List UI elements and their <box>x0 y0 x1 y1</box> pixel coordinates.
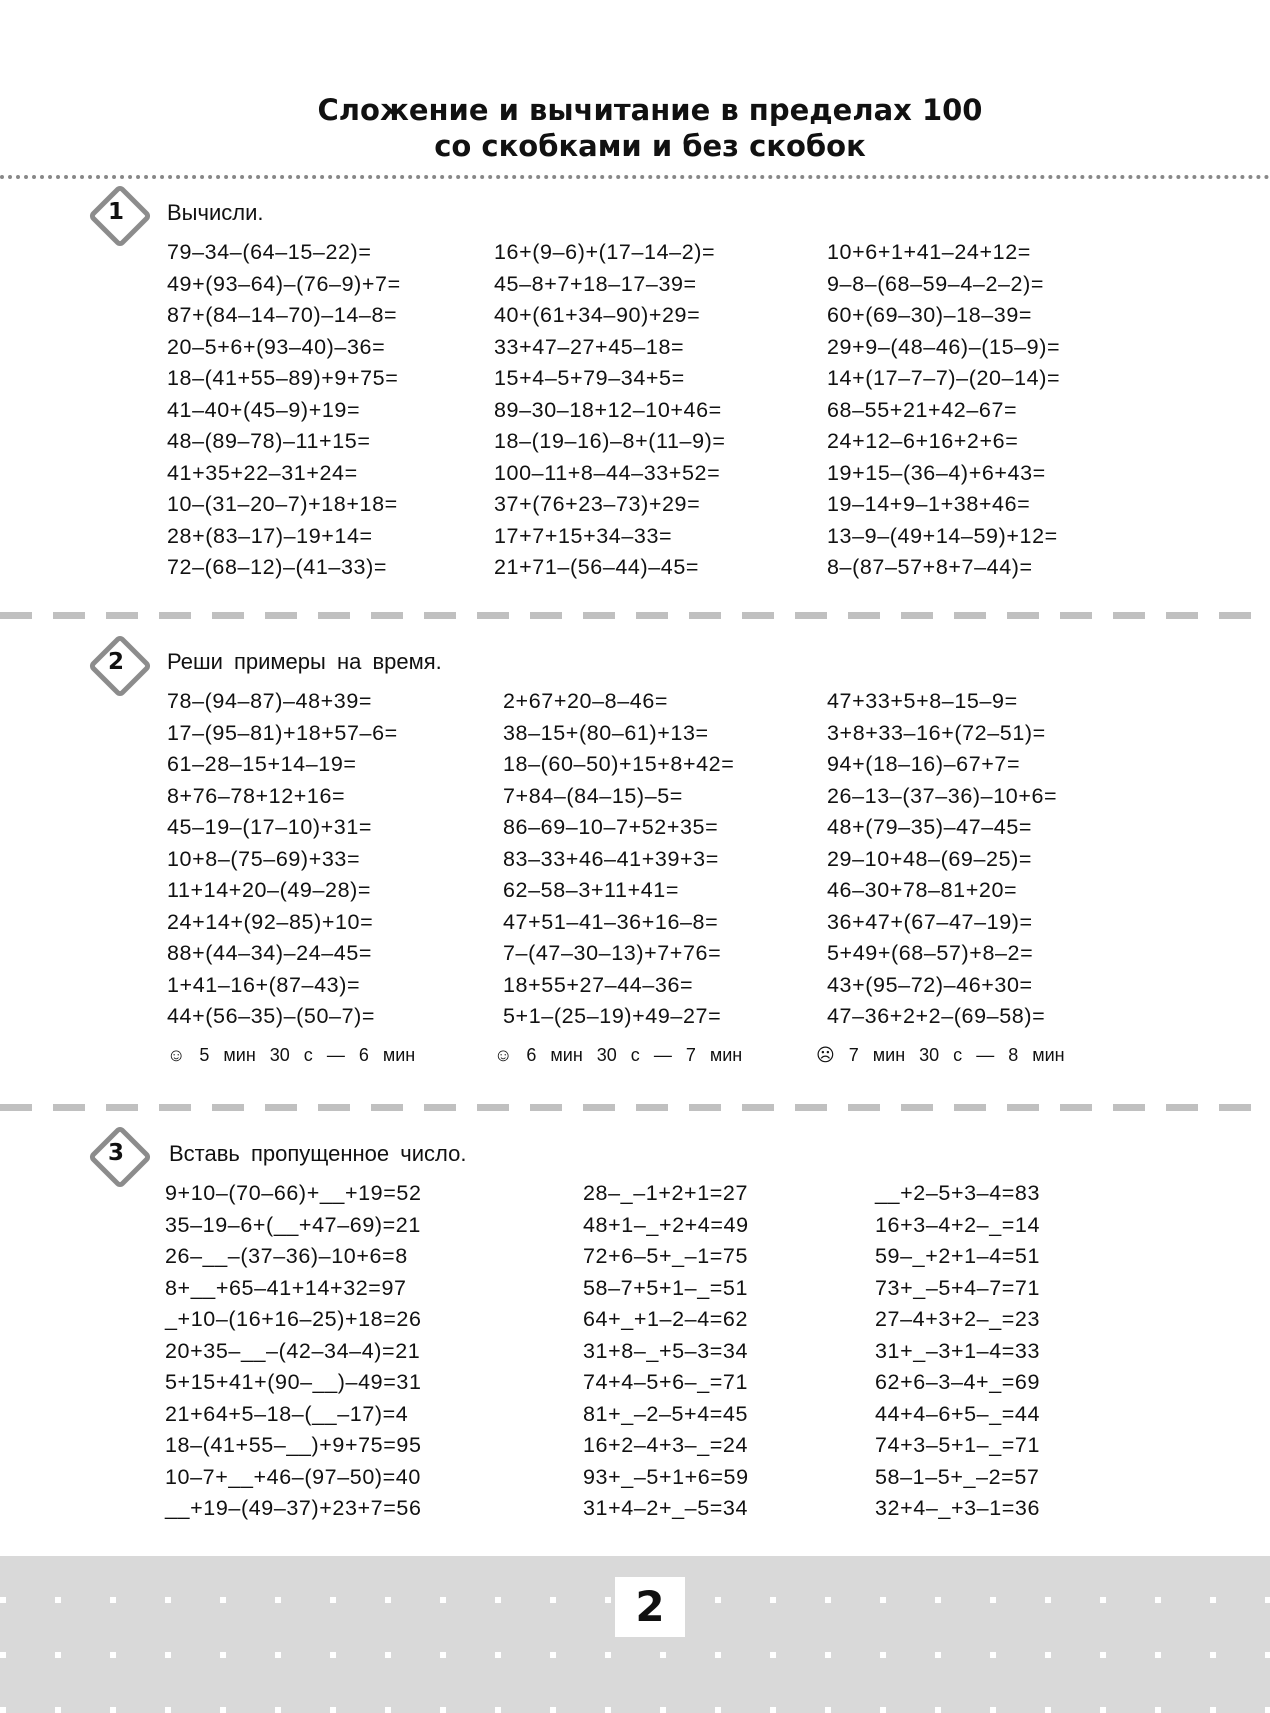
example: 18+55+27–44–36= <box>503 972 694 997</box>
example: 38–15+(80–61)+13= <box>503 720 709 745</box>
time-text: 6 мин 30 с — 7 мин <box>526 1045 743 1065</box>
example: 8–(87–57+8+7–44)= <box>827 555 1033 579</box>
example: 11+14+20–(49–28)= <box>167 878 372 902</box>
example: 8+__+65–41+14+32=97 <box>165 1275 407 1300</box>
time-limit <box>816 1045 1065 1066</box>
task-number-badge: 3 <box>90 1127 142 1179</box>
example-column-3 <box>827 237 1060 584</box>
example: 29+9–(48–46)–(15–9)= <box>827 334 1061 359</box>
example: 1+41–16+(87–43)= <box>167 972 361 997</box>
example: 10–7+__+46–(97–50)=40 <box>165 1464 421 1489</box>
example: 64+_+1–2–4=62 <box>583 1307 749 1331</box>
example: 74+3–5+1–_=71 <box>875 1433 1041 1457</box>
example: 20+35–__–(42–34–4)=21 <box>165 1338 421 1363</box>
example: 27–4+3+2–_=23 <box>875 1307 1041 1331</box>
example: 2+67+20–8–46= <box>503 689 669 713</box>
example: 17–(95–81)+18+57–6= <box>167 720 398 745</box>
example: 33+47–27+45–18= <box>494 334 685 359</box>
example: 24+12–6+16+2+6= <box>827 429 1019 453</box>
example: 86–69–10–7+52+35= <box>503 815 719 839</box>
example: 60+(69–30)–18–39= <box>827 303 1033 327</box>
page-title <box>0 92 1270 164</box>
example: 58–7+5+1–_=51 <box>583 1275 749 1300</box>
example: 14+(17–7–7)–(20–14)= <box>827 366 1061 390</box>
example: 28–_–1+2+1=27 <box>583 1181 749 1205</box>
example: 24+14+(92–85)+10= <box>167 909 374 934</box>
example: 73+_–5+4–7=71 <box>875 1275 1041 1300</box>
example: _+10–(16+16–25)+18=26 <box>165 1307 422 1331</box>
example: 43+(95–72)–46+30= <box>827 972 1033 997</box>
example: 40+(61+34–90)+29= <box>494 303 701 327</box>
example: 48+1–_+2+4=49 <box>583 1212 749 1237</box>
example: 26–13–(37–36)–10+6= <box>827 783 1058 808</box>
example: 45–19–(17–10)+31= <box>167 815 373 839</box>
example: 68–55+21+42–67= <box>827 397 1018 422</box>
example: 49+(93–64)–(76–9)+7= <box>167 271 401 296</box>
example: 31+8–_+5–3=34 <box>583 1338 749 1363</box>
example: 5+15+41+(90–__)–49=31 <box>165 1370 422 1394</box>
example: 17+7+15+34–33= <box>494 523 673 548</box>
example: 28+(83–17)–19+14= <box>167 523 373 548</box>
task-number-badge: 1 <box>90 186 142 238</box>
example: 20–5+6+(93–40)–36= <box>167 334 386 359</box>
task-instruction: Вставь пропущенное число. <box>169 1141 467 1166</box>
example: 61–28–15+14–19= <box>167 752 357 776</box>
sad-face-icon: ☹ <box>816 1045 835 1065</box>
example: 16+3–4+2–_=14 <box>875 1212 1041 1237</box>
example: 29–10+48–(69–25)= <box>827 846 1033 871</box>
example: 94+(18–16)–67+7= <box>827 752 1021 776</box>
example: 10–(31–20–7)+18+18= <box>167 492 398 516</box>
example: 18–(41+55–89)+9+75= <box>167 366 399 390</box>
example: 9+10–(70–66)+__+19=52 <box>165 1181 422 1205</box>
dotted-divider <box>0 175 1270 179</box>
example: 47+33+5+8–15–9= <box>827 689 1018 713</box>
example: 7–(47–30–13)+7+76= <box>503 941 722 965</box>
title-line-1: Сложение и вычитание в пределах 100 <box>317 93 983 127</box>
example: 32+4–_+3–1=36 <box>875 1496 1041 1520</box>
example: 62–58–3+11+41= <box>503 878 680 902</box>
example: 83–33+46–41+39+3= <box>503 846 719 871</box>
example: __+19–(49–37)+23+7=56 <box>165 1496 422 1520</box>
example-column-1 <box>167 237 401 584</box>
time-limit <box>167 1045 415 1066</box>
example: 16+(9–6)+(17–14–2)= <box>494 240 716 264</box>
example: 7+84–(84–15)–5= <box>503 783 683 808</box>
example: 46–30+78–81+20= <box>827 878 1018 902</box>
example: 8+76–78+12+16= <box>167 783 346 808</box>
time-text: 5 мин 30 с — 6 мин <box>199 1045 416 1065</box>
example: 5+1–(25–19)+49–27= <box>503 1004 722 1028</box>
example-column-1 <box>165 1178 422 1525</box>
example: 9–8–(68–59–4–2–2)= <box>827 271 1045 296</box>
task-instruction: Реши примеры на время. <box>167 649 442 674</box>
example: 15+4–5+79–34+5= <box>494 366 685 390</box>
title-line-2: со скобками и без скобок <box>434 129 866 163</box>
page-number: 2 <box>615 1577 685 1637</box>
smile-icon: ☺ <box>494 1045 513 1065</box>
example: 44+4–6+5–_=44 <box>875 1401 1041 1426</box>
example: 44+(56–35)–(50–7)= <box>167 1004 376 1028</box>
task-number-badge: 2 <box>90 636 142 688</box>
example: 36+47+(67–47–19)= <box>827 909 1033 934</box>
dashed-divider <box>0 1104 1270 1111</box>
example: 62+6–3–4+_=69 <box>875 1370 1041 1394</box>
example: 10+6+1+41–24+12= <box>827 240 1031 264</box>
time-text: 7 мин 30 с — 8 мин <box>848 1045 1065 1065</box>
example: 16+2–4+3–_=24 <box>583 1433 749 1457</box>
example: 31+4–2+_–5=34 <box>583 1496 749 1520</box>
example-column-3 <box>875 1178 1040 1525</box>
example: 47–36+2+2–(69–58)= <box>827 1004 1046 1028</box>
example: 47+51–41–36+16–8= <box>503 909 719 934</box>
example: 37+(76+23–73)+29= <box>494 492 701 516</box>
example: 31+_–3+1–4=33 <box>875 1338 1041 1363</box>
example: 81+_–2–5+4=45 <box>583 1401 749 1426</box>
time-limit <box>494 1045 742 1066</box>
example: 93+_–5+1+6=59 <box>583 1464 749 1489</box>
example: 59–_+2+1–4=51 <box>875 1244 1041 1268</box>
example: 58–1–5+_–2=57 <box>875 1464 1040 1489</box>
example: 19+15–(36–4)+6+43= <box>827 460 1046 485</box>
example: 18–(41+55–__)+9+75=95 <box>165 1433 422 1457</box>
example: 13–9–(49+14–59)+12= <box>827 523 1058 548</box>
example: 48+(79–35)–47–45= <box>827 815 1033 839</box>
smile-icon: ☺ <box>167 1045 186 1065</box>
example-column-3 <box>827 686 1057 1033</box>
example: 78–(94–87)–48+39= <box>167 689 373 713</box>
example: 48–(89–78)–11+15= <box>167 429 371 453</box>
example: 35–19–6+(__+47–69)=21 <box>165 1212 421 1237</box>
dashed-divider <box>0 612 1270 619</box>
example-column-2 <box>583 1178 749 1525</box>
example: 100–11+8–44–33+52= <box>494 460 721 485</box>
example: 18–(60–50)+15+8+42= <box>503 752 735 776</box>
example: 26–__–(37–36)–10+6=8 <box>165 1244 408 1268</box>
example: 3+8+33–16+(72–51)= <box>827 720 1046 745</box>
example: 45–8+7+18–17–39= <box>494 271 697 296</box>
example: 10+8–(75–69)+33= <box>167 846 361 871</box>
example-column-2 <box>503 686 734 1033</box>
example: 41–40+(45–9)+19= <box>167 397 361 422</box>
example: __+2–5+3–4=83 <box>875 1181 1041 1205</box>
example-column-2 <box>494 237 726 584</box>
example: 87+(84–14–70)–14–8= <box>167 303 398 327</box>
example: 89–30–18+12–10+46= <box>494 397 722 422</box>
example: 19–14+9–1+38+46= <box>827 492 1031 516</box>
example-column-1 <box>167 686 398 1033</box>
example: 5+49+(68–57)+8–2= <box>827 941 1034 965</box>
example: 88+(44–34)–24–45= <box>167 941 373 965</box>
example: 41+35+22–31+24= <box>167 460 358 485</box>
task-instruction: Вычисли. <box>167 200 264 225</box>
example: 21+71–(56–44)–45= <box>494 555 700 579</box>
example: 79–34–(64–15–22)= <box>167 240 372 264</box>
example: 72–(68–12)–(41–33)= <box>167 555 387 579</box>
example: 18–(19–16)–8+(11–9)= <box>494 429 726 453</box>
example: 74+4–5+6–_=71 <box>583 1370 749 1394</box>
example: 21+64+5–18–(__–17)=4 <box>165 1401 409 1426</box>
example: 72+6–5+_–1=75 <box>583 1244 749 1268</box>
